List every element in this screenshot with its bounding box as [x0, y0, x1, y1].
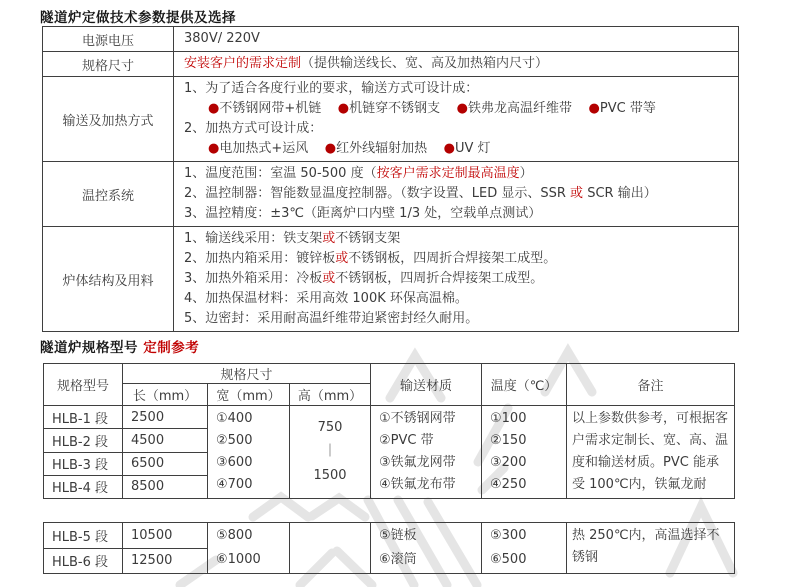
length-cell: 8500: [123, 475, 208, 498]
spec-row-label: 温控系统: [43, 162, 174, 227]
model-cell: HLB-1 段: [44, 406, 123, 429]
text-segment: 不锈钢板，四周折合焊接架工成型。: [335, 271, 544, 286]
spec-content-line: [184, 309, 732, 329]
text-segment-bullet: ●: [588, 101, 600, 116]
spec-row: [43, 52, 739, 77]
spec-row-content: [174, 162, 739, 227]
height-value: ｜: [323, 444, 337, 459]
spec-row-content: [174, 227, 739, 332]
text-segment: 3、温控精度：±3℃（距离炉口内壁 1/3 处，空载单点测试）: [184, 206, 542, 221]
spec-parameter-table: [42, 26, 739, 332]
text-segment: 电加热式+运风: [219, 141, 325, 156]
width-cell: [208, 523, 290, 574]
text-segment: ）: [519, 166, 533, 181]
text-segment: 380V/ 220V: [184, 31, 260, 46]
model-row: [44, 406, 735, 429]
spec-row-label: 炉体结构及用料: [43, 227, 174, 332]
width-value: ⑥1000: [216, 552, 261, 567]
spec-content-line: [184, 139, 732, 159]
spec-content-line: [184, 289, 732, 309]
text-segment-red: 或: [570, 186, 584, 201]
model-spec-table-continued: [43, 522, 735, 574]
text-segment: （提供输送线长、宽、高及加热箱内尺寸）: [301, 56, 549, 71]
text-segment-bullet: ●: [208, 101, 220, 116]
header-temp: 温度（℃）: [482, 364, 567, 406]
text-segment: 不锈钢板，四周折合焊接架工成型。: [348, 251, 557, 266]
spec-row-label: 规格尺寸: [43, 52, 174, 77]
material-value: ④铁氟龙布带: [379, 477, 456, 492]
spec-row: [43, 77, 739, 162]
remark-cell: 热 250℃内，高温选择不锈钢: [567, 523, 735, 574]
text-segment-red: 或: [335, 251, 349, 266]
text-segment: 铁弗龙高温纤维带: [468, 101, 589, 116]
spec-content-line: [184, 79, 732, 99]
text-segment-red: 按客户需求定制最高温度: [376, 166, 520, 181]
material-cell: [371, 406, 482, 499]
spec-content-line: [184, 269, 732, 289]
text-segment-bullet: ●: [443, 141, 455, 156]
text-segment: UV 灯: [455, 141, 491, 156]
height-value: 1500: [313, 468, 347, 483]
text-segment-bullet: ●: [337, 101, 350, 116]
text-segment: 2、温控制器：智能数显温度控制器。（数字设置、LED 显示、SSR: [184, 186, 571, 201]
width-value: ②500: [216, 433, 253, 448]
page-title: 隧道炉定做技术参数提供及选择: [40, 10, 236, 26]
spec-content-line: [184, 249, 732, 269]
header-height: 高（mm）: [290, 384, 371, 406]
text-segment-red: 安装客户的需求定制: [184, 56, 302, 71]
spec-content-line: [184, 204, 732, 224]
header-material: 输送材质: [371, 364, 482, 406]
text-segment: 3、加热外箱采用：冷板: [184, 271, 323, 286]
spec-row-content: [174, 77, 739, 162]
length-cell: 4500: [123, 429, 208, 452]
model-row: [44, 523, 735, 549]
temp-value: ⑤300: [490, 528, 527, 543]
length-cell: 12500: [123, 548, 208, 574]
model-cell: HLB-4 段: [44, 475, 123, 498]
model-table-title: [40, 336, 199, 356]
text-segment: 1、温度范围：室温 50-500 度（: [184, 166, 377, 181]
spec-row-content: [174, 27, 739, 52]
text-segment-bullet: ●: [456, 101, 468, 116]
width-value: ④700: [216, 477, 253, 492]
spec-row-label: 输送及加热方式: [43, 77, 174, 162]
spec-row: [43, 162, 739, 227]
text-segment: 2、加热方式可设计成：: [184, 121, 323, 136]
remark-cell: 以上参数供参考，可根据客户需求定制长、宽、高、温度和输送材质。PVC 能承受 100℃内，铁氟龙耐: [567, 406, 735, 499]
material-value: ⑤链板: [379, 528, 417, 543]
material-value: ①不锈钢网带: [379, 411, 456, 426]
text-segment: 红外线辐射加热: [336, 141, 444, 156]
text-segment: 4、加热保温材料：采用高效 100K 环保高温棉。: [184, 291, 468, 306]
model-table-title-black: 隧道炉规格型号: [40, 340, 138, 356]
material-value: ③铁氟龙网带: [379, 455, 456, 470]
header-model: 规格型号: [44, 364, 123, 406]
spec-content-line: [184, 184, 732, 204]
spec-content-line: [184, 54, 732, 74]
spec-content-line: [184, 229, 732, 249]
width-value: ①400: [216, 411, 253, 426]
height-cell: [290, 406, 371, 499]
width-value: ⑤800: [216, 528, 253, 543]
length-cell: 6500: [123, 452, 208, 475]
material-value: ②PVC 带: [379, 433, 434, 448]
text-segment: PVC 带等: [599, 101, 656, 116]
width-cell: [208, 406, 290, 499]
spec-content-line: [184, 99, 732, 119]
length-cell: 10500: [123, 523, 208, 549]
spec-row-content: [174, 52, 739, 77]
model-table-title-red: 定制参考: [143, 340, 200, 356]
temp-cell: [482, 406, 567, 499]
text-segment-bullet: ●: [324, 141, 337, 156]
temp-value: ②150: [490, 433, 527, 448]
spec-row: [43, 227, 739, 332]
text-segment-red: 或: [322, 231, 336, 246]
temp-cell: [482, 523, 567, 574]
temp-value: ⑥500: [490, 552, 527, 567]
text-segment: 不锈钢支架: [335, 231, 401, 246]
temp-value: ①100: [490, 411, 527, 426]
header-length: 长（mm）: [123, 384, 208, 406]
text-segment: 不锈钢网带+机链: [219, 101, 338, 116]
text-segment-bullet: ●: [208, 141, 220, 156]
height-value: 750: [317, 420, 343, 435]
length-cell: 2500: [123, 406, 208, 429]
model-cell: HLB-5 段: [44, 523, 123, 549]
temp-value: ③200: [490, 455, 527, 470]
header-width: 宽（mm）: [208, 384, 290, 406]
model-cell: HLB-2 段: [44, 429, 123, 452]
material-value: ⑥滚筒: [379, 552, 417, 567]
text-segment: 机链穿不锈钢支: [349, 101, 457, 116]
width-value: ③600: [216, 455, 253, 470]
spec-content-line: [184, 29, 732, 49]
model-spec-table: [43, 363, 735, 499]
height-cell: [290, 523, 371, 574]
spec-row: [43, 27, 739, 52]
text-segment: 2、加热内箱采用：镀锌板: [184, 251, 336, 266]
model-cell: HLB-6 段: [44, 548, 123, 574]
text-segment: SCR 输出）: [583, 186, 657, 201]
text-segment: 1、为了适合各度行业的要求，输送方式可设计成：: [184, 81, 479, 96]
spec-content-line: [184, 119, 732, 139]
spec-row-label: 电源电压: [43, 27, 174, 52]
material-cell: [371, 523, 482, 574]
temp-value: ④250: [490, 477, 527, 492]
model-cell: HLB-3 段: [44, 452, 123, 475]
spec-content-line: [184, 164, 732, 184]
text-segment-red: 或: [322, 271, 336, 286]
header-size-group: 规格尺寸: [123, 364, 371, 384]
header-remark: 备注: [567, 364, 735, 406]
text-segment: 5、边密封：采用耐高温纤维带迫紧密封经久耐用。: [184, 311, 479, 326]
text-segment: 1、输送线采用：铁支架: [184, 231, 323, 246]
